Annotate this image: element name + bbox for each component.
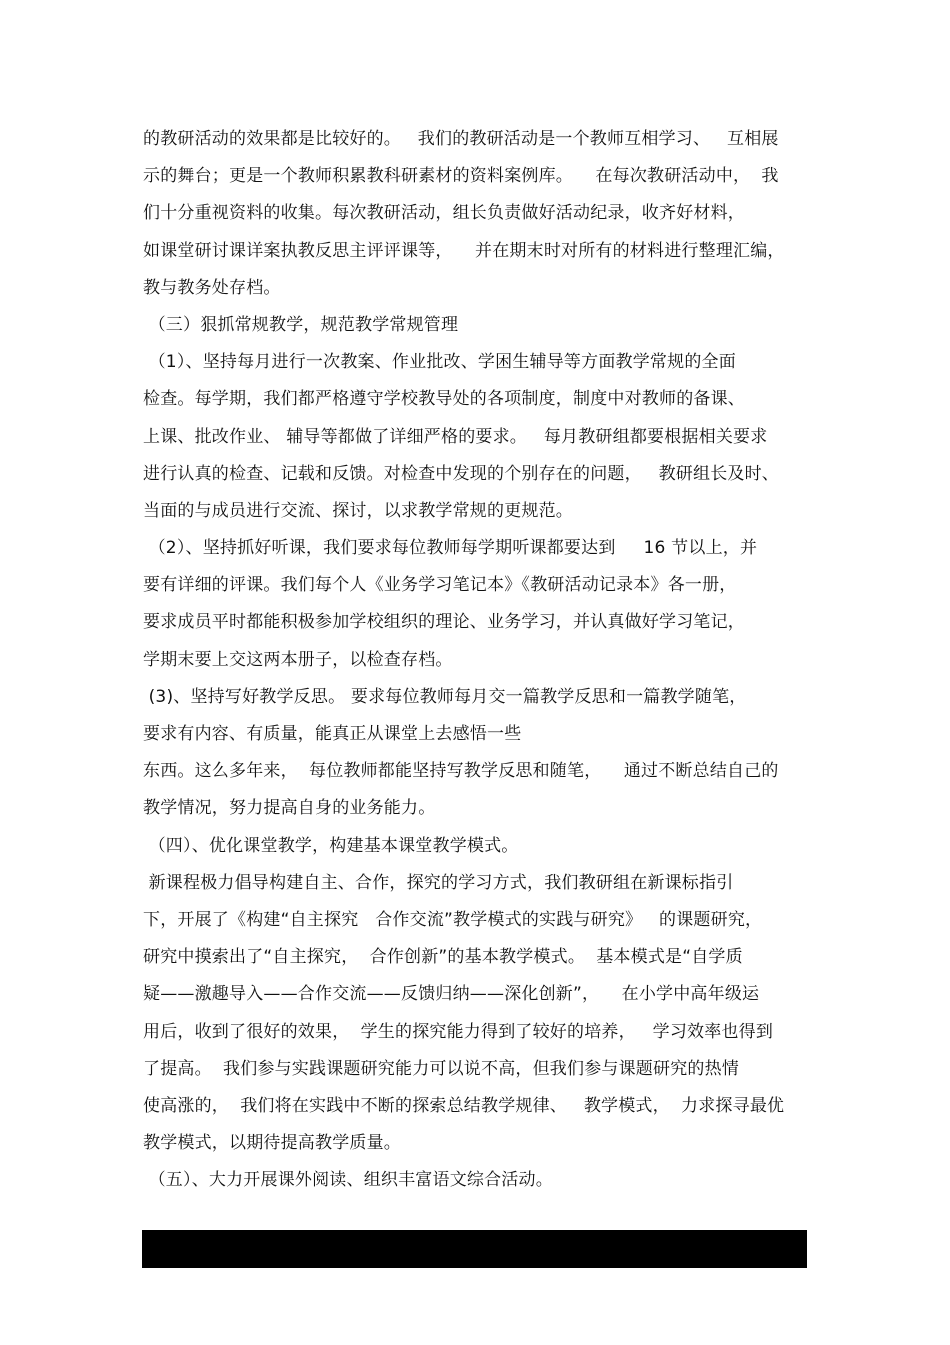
text-line: 教学情况，努力提高自身的业务能力。 [143,798,436,819]
section-heading: （三）狠抓常规教学，规范教学常规管理 [143,314,459,335]
text-line: 要求有内容、有质量，能真正从课堂上去感悟一些 [143,724,522,744]
text-line: 教与教务处存档。 [143,277,281,298]
text-line: 上课、批改作业、 辅导等都做了详细严格的要求。 每月教研组都要根据相关要求 [143,426,768,447]
text-line: 研究中摸索出了“自主探究， 合作创新”的基本教学模式。 基本模式是“自学质 [143,947,743,968]
text-line: 教学模式，以期待提高教学质量。 [143,1133,401,1154]
text-line: 要有详细的评课。我们每个人《业务学习笔记本》《教研活动记录本》各一册， [143,575,737,596]
text-line: 新课程极力倡导构建自主、合作，探究的学习方式，我们教研组在新课标指引 [143,872,734,893]
text-line: 学期末要上交这两本册子，以检查存档。 [143,649,453,670]
text-line: 的教研活动的效果都是比较好的。 我们的教研活动是一个教师互相学习、 互相展 [143,129,779,149]
text-line: (3)、坚持写好教学反思。 要求每位教师每月交一篇教学反思和一篇教学随笔， [143,686,747,707]
document-body [143,121,808,1199]
text-line: 要求成员平时都能积极参加学校组织的理论、业务学习，并认真做好学习笔记， [143,612,745,633]
text-line: 进行认真的检查、记载和反馈。对检查中发现的个别存在的问题， 教研组长及时、 [143,463,780,484]
text-line: 当面的与成员进行交流、探讨，以求教学常规的更规范。 [143,500,573,521]
footer-black-bar [142,1230,807,1268]
text-line: 疑——激趣导入——合作交流——反馈归纳——深化创新”， 在小学中高年级运 [143,984,760,1005]
text-line: 使高涨的， 我们将在实践中不断的探索总结教学规律、 教学模式， 力求探寻最优 [143,1095,785,1116]
text-line: 如课堂研讨课详案执教反思主评评课等， 并在期末时对所有的材料进行整理汇编， [143,240,785,261]
text-line: 了提高。 我们参与实践课题研究能力可以说不高，但我们参与课题研究的热情 [143,1058,740,1079]
section-heading: （五）、大力开展课外阅读、组织丰富语文综合活动。 [143,1170,553,1191]
text-line: （2）、坚持抓好听课，我们要求每位教师每学期听课都要达到 16 节以上，并 [143,538,758,559]
section-heading: （四）、优化课堂教学，构建基本课堂教学模式。 [143,835,519,856]
text-line: 们十分重视资料的收集。每次教研活动，组长负责做好活动纪录，收齐好材料， [143,203,745,224]
text-line: 东西。这么多年来， 每位教师都能坚持写教学反思和随笔， 通过不断总结自己的 [143,761,779,782]
text-line: 下，开展了《构建“自主探究 合作交流”教学模式的实践与研究》 的课题研究， [143,909,763,930]
text-line: （1）、坚持每月进行一次教案、作业批改、学困生辅导等方面教学常规的全面 [143,352,736,373]
text-line: 检查。每学期，我们都严格遵守学校教导处的各项制度，制度中对教师的备课、 [143,389,745,410]
text-line: 用后，收到了很好的效果， 学生的探究能力得到了较好的培养， 学习效率也得到 [143,1021,774,1042]
text-line: 示的舞台；更是一个教师积累教科研素材的资料案例库。 在每次教研活动中， 我 [143,166,779,187]
